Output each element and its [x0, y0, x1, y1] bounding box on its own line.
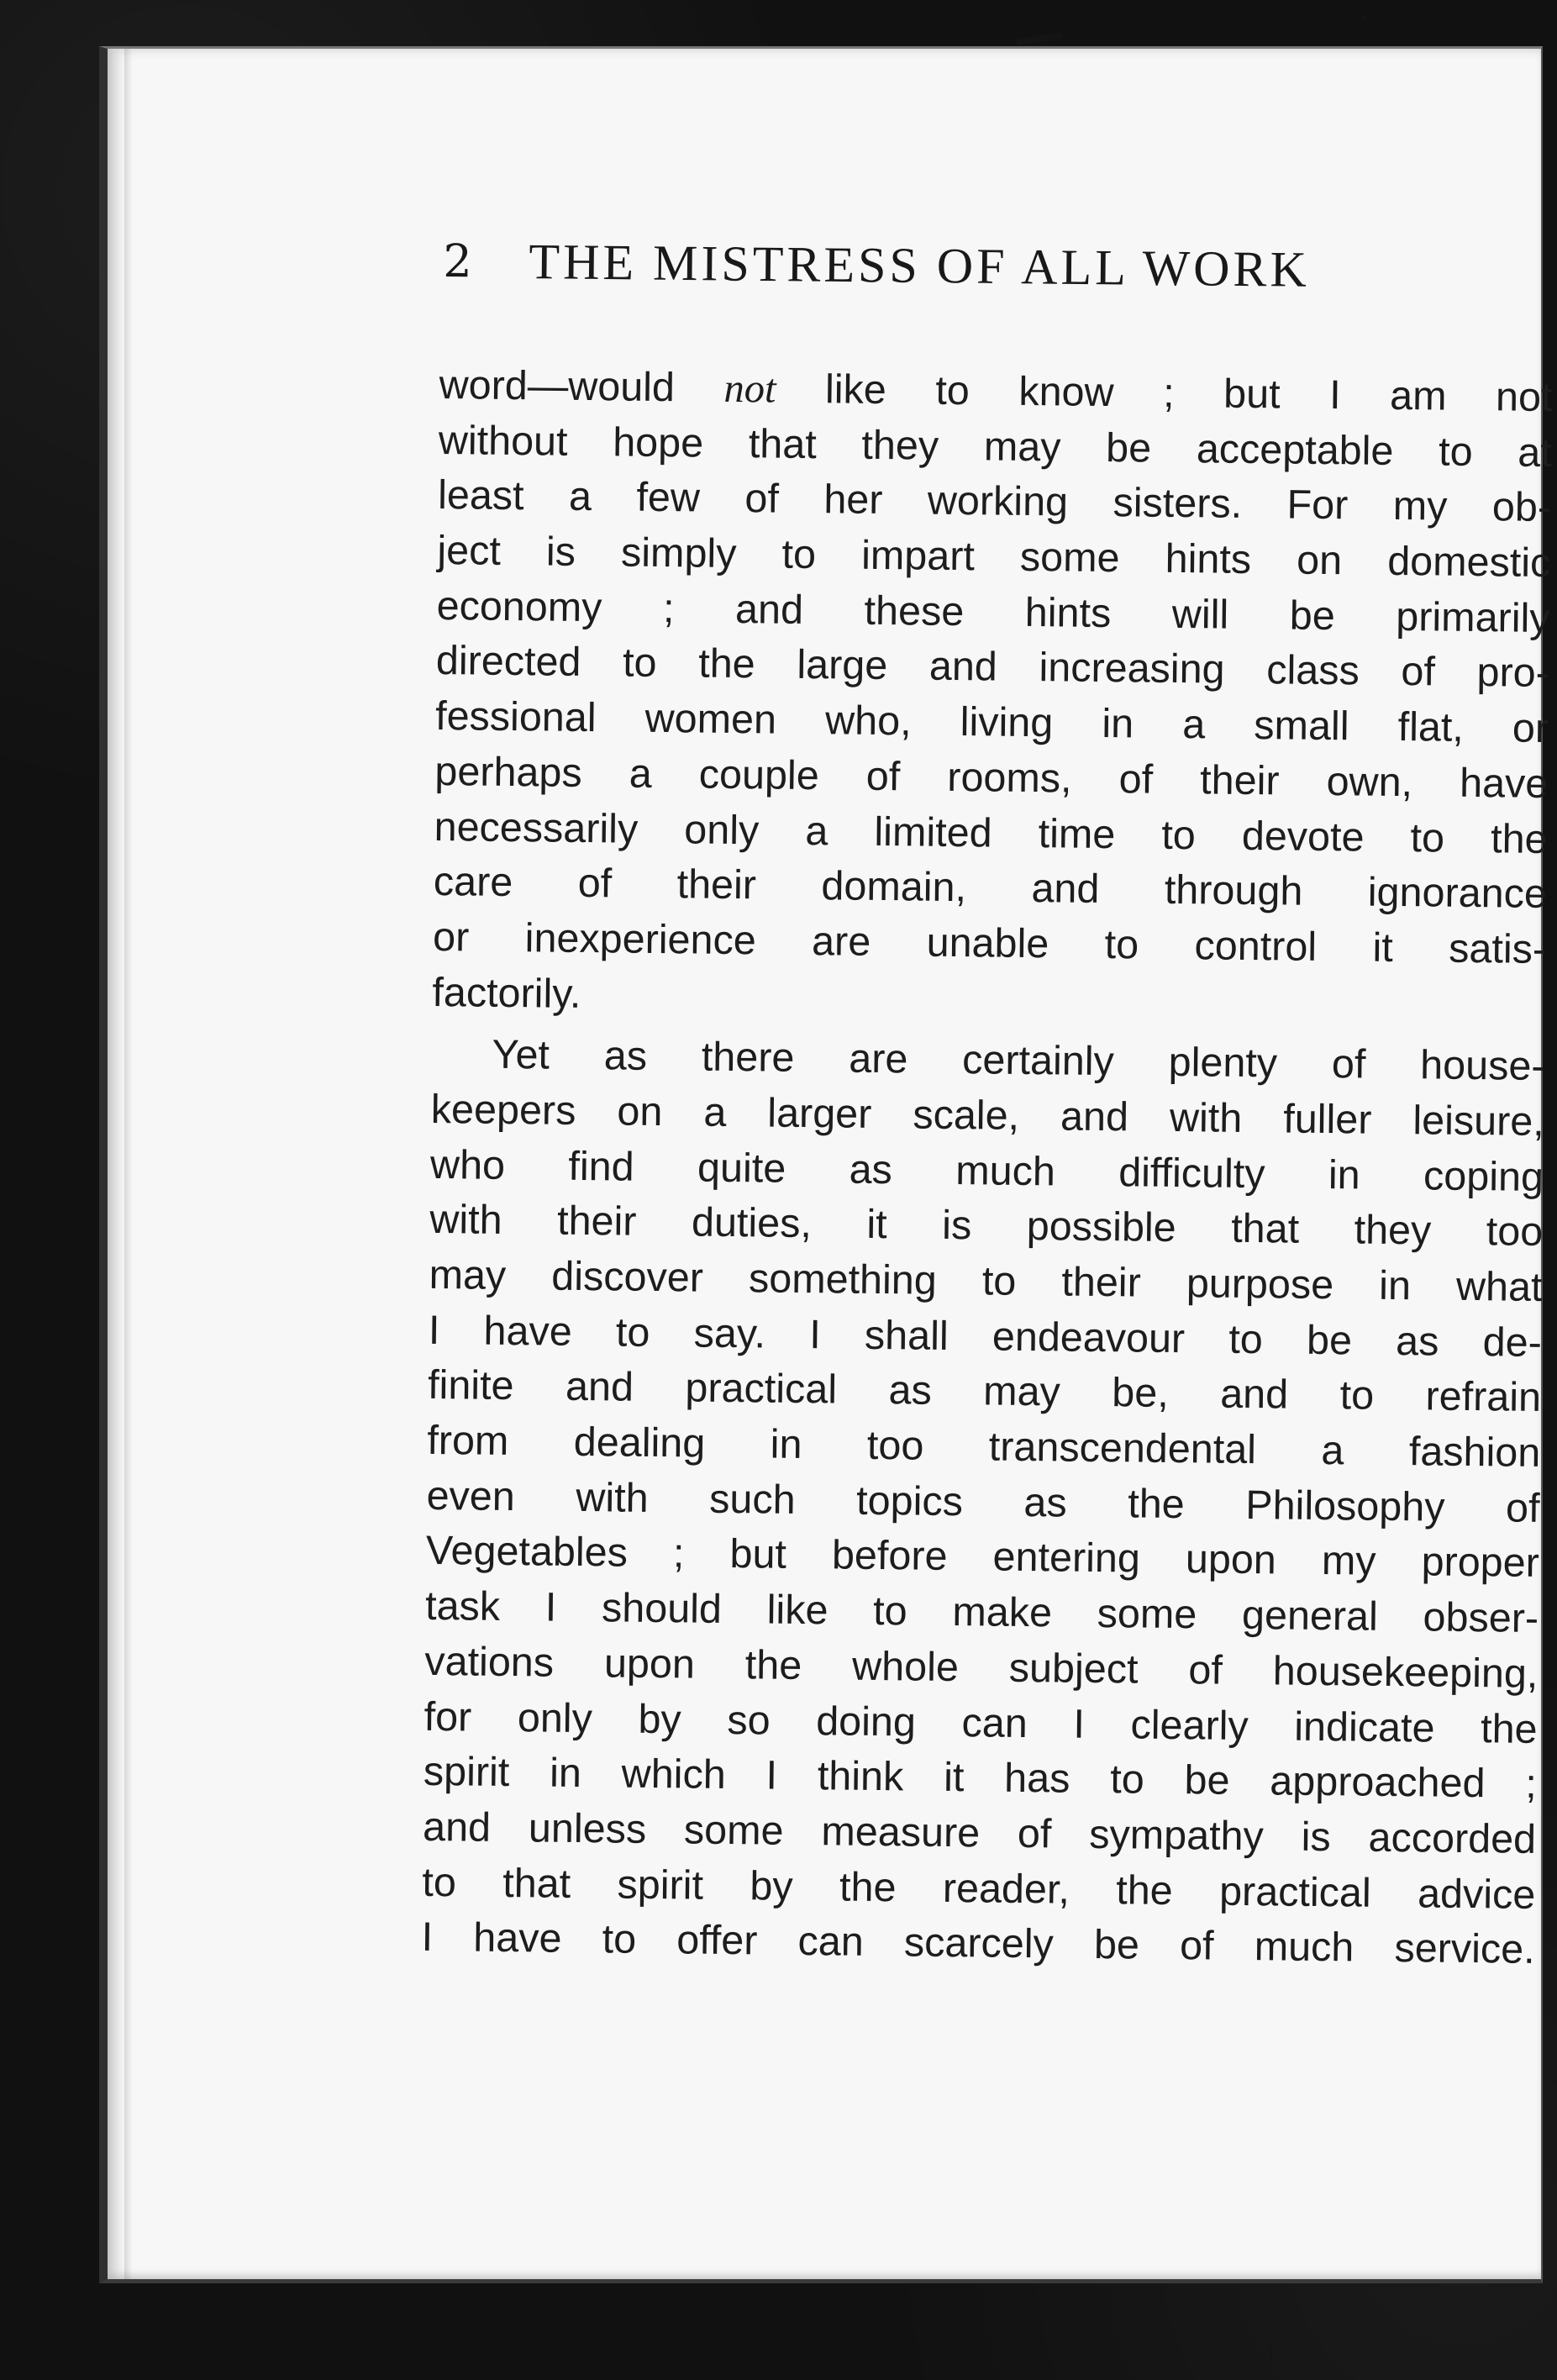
text-line: without hope that they may be acceptable to at — [438, 417, 1553, 476]
text-line: perhaps a couple of rooms, of their own, have — [434, 748, 1549, 807]
text-line: ject is simply to impart some hints on domestic — [437, 528, 1551, 587]
text-line: from dealing in too transcendental a fashion — [427, 1417, 1541, 1477]
text-line: with their duties, it is possible that they too — [429, 1197, 1544, 1256]
text-line: directed to the large and increasing class of pro- — [435, 638, 1550, 697]
text-line: spirit in which I think it has to be approached ; — [423, 1749, 1538, 1808]
text-line: task I should like to make some general obser- — [424, 1583, 1539, 1642]
text-fragment: word—would — [439, 361, 724, 411]
text-line: I have to say. I shall endeavour to be as de- — [428, 1307, 1543, 1366]
text-line: necessarily only a limited time to devote to the — [434, 803, 1548, 862]
text-line: economy ; and these hints will be primarily — [436, 582, 1550, 641]
page-number: 2 — [443, 234, 473, 288]
book-page — [99, 46, 1553, 2283]
text-line: Yet as there are certainly plenty of house- — [492, 1032, 1545, 1090]
text-line: may discover something to their purpose in what — [429, 1251, 1543, 1310]
text-line: finite and practical as may be, and to refrain — [427, 1362, 1542, 1421]
text-line: care of their domain, and through ignorance — [433, 859, 1548, 918]
running-title: THE MISTRESS OF ALL WORK — [529, 234, 1311, 298]
text-line: I have to offer can scarcely be of much service. — [421, 1914, 1535, 1973]
text-line: or inexperience are unable to control it satis- — [432, 914, 1547, 972]
scan-dust-mark — [1361, 15, 1367, 21]
scan-dust-mark — [1269, 2345, 1272, 2362]
text-line: factorily. — [432, 969, 581, 1017]
text-fragment: like to know ; but I am not — [776, 366, 1553, 421]
text-line: to that spirit by the reader, the practical advice — [422, 1859, 1536, 1918]
text-line: even with such topics as the Philosophy of — [426, 1472, 1540, 1531]
text-line: for only by so doing can I clearly indicate the — [423, 1693, 1538, 1752]
text-line: keepers on a larger scale, and with fuller leisure, — [430, 1086, 1545, 1145]
page-header — [443, 221, 1477, 324]
text-line: Vegetables ; but before entering upon my proper — [425, 1528, 1540, 1587]
text-line: who find quite as much difficulty in coping — [429, 1141, 1544, 1200]
text-line: fessional women who, living in a small flat, or — [434, 693, 1549, 752]
italic-word: not — [723, 366, 776, 412]
text-line: and unless some measure of sympathy is accorded — [422, 1803, 1537, 1862]
text-line: vations upon the whole subject of housekeeping, — [424, 1638, 1539, 1697]
text-line: least a few of her working sisters. For my ob- — [437, 472, 1552, 531]
page-body-text — [421, 358, 1553, 1978]
